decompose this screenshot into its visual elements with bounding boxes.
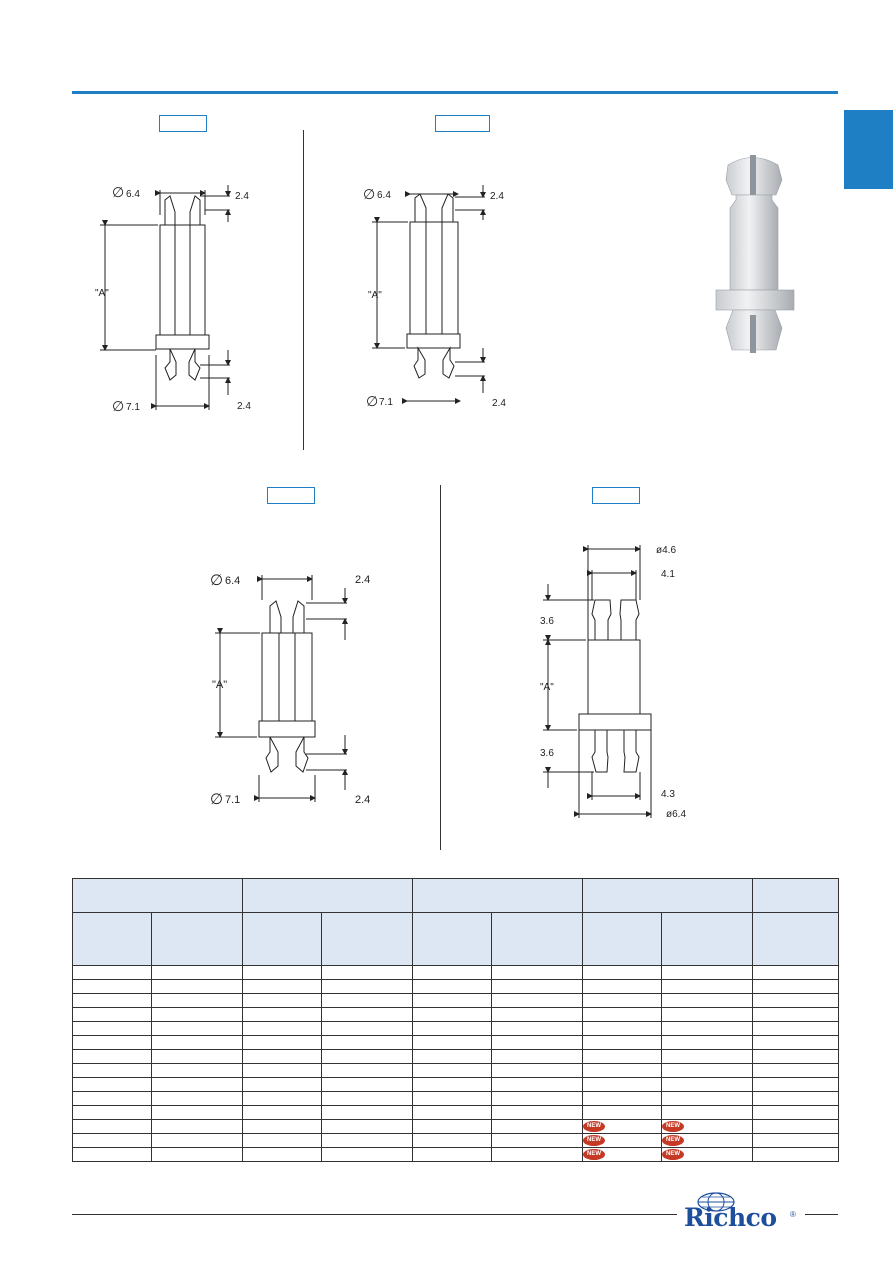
- drawing-3: [215, 575, 347, 802]
- table-row: [73, 1106, 839, 1120]
- dim-4-bottom: ø6.4: [666, 809, 687, 820]
- footer-rule-right: [805, 1214, 838, 1215]
- new-badge: NEW: [662, 1121, 684, 1132]
- new-badge: NEW: [662, 1135, 684, 1146]
- table-row: [73, 1120, 839, 1134]
- table-group-header: [73, 879, 839, 913]
- diameter-symbol: ∅: [363, 186, 376, 202]
- table-row: [73, 1050, 839, 1064]
- dim-2-prong-top: 2.4: [490, 191, 504, 202]
- dim-1-prong-top: 2.4: [235, 191, 249, 202]
- table-row: [73, 1148, 839, 1162]
- table-sub-header: [73, 913, 839, 966]
- table-row: [73, 1008, 839, 1022]
- new-badge: NEW: [583, 1121, 605, 1132]
- dim-1-prong-bottom: 2.4: [237, 401, 251, 412]
- diameter-symbol: ∅: [210, 572, 224, 589]
- registered-mark: ®: [790, 1210, 796, 1219]
- dim-3-prong-top: 2.4: [355, 574, 371, 586]
- table-row: [73, 1022, 839, 1036]
- drawing-1: [100, 185, 230, 410]
- drawing-2: [372, 185, 485, 401]
- dim-2-top: 6.4: [377, 190, 391, 201]
- dim-4-inner-top: 4.1: [661, 569, 675, 580]
- new-badge: NEW: [583, 1149, 605, 1160]
- dim-4-prong-top: 3.6: [540, 616, 554, 627]
- dim-4-top: ø4.6: [656, 545, 677, 556]
- diameter-symbol: ∅: [366, 393, 379, 409]
- diameter-symbol: ∅: [112, 398, 125, 414]
- dim-3-bottom: 7.1: [225, 794, 241, 806]
- dim-4-length: "A": [540, 682, 554, 693]
- table-row: [73, 994, 839, 1008]
- logo-wordmark: Richco: [684, 1203, 777, 1232]
- diameter-symbol: ∅: [210, 791, 224, 808]
- dim-2-bottom: 7.1: [379, 397, 393, 408]
- table-row: [73, 1092, 839, 1106]
- dim-2-prong-bottom: 2.4: [492, 398, 506, 409]
- diameter-symbol: ∅: [112, 184, 125, 200]
- table-row: [73, 966, 839, 980]
- footer-rule-left: [72, 1214, 677, 1215]
- dim-3-length: "A": [212, 679, 228, 691]
- table-row: [73, 1134, 839, 1148]
- table-row: [73, 1064, 839, 1078]
- dim-1-bottom: 7.1: [126, 402, 140, 413]
- new-badge: NEW: [662, 1149, 684, 1160]
- new-badge: NEW: [583, 1135, 605, 1146]
- drawing-4: [543, 545, 651, 818]
- dim-3-top: 6.4: [225, 575, 241, 587]
- table-row: [73, 1036, 839, 1050]
- spec-table: [72, 878, 839, 1162]
- richco-logo: [680, 1192, 800, 1237]
- table-row: [73, 980, 839, 994]
- dim-1-length: "A": [95, 288, 109, 299]
- dim-4-prong-bottom: 3.6: [540, 748, 554, 759]
- dim-4-inner-bottom: 4.3: [661, 789, 675, 800]
- product-image: [700, 150, 810, 365]
- dim-2-length: "A": [368, 290, 382, 301]
- dim-1-top: 6.4: [126, 189, 140, 200]
- table-row: [73, 1078, 839, 1092]
- dim-3-prong-bottom: 2.4: [355, 794, 371, 806]
